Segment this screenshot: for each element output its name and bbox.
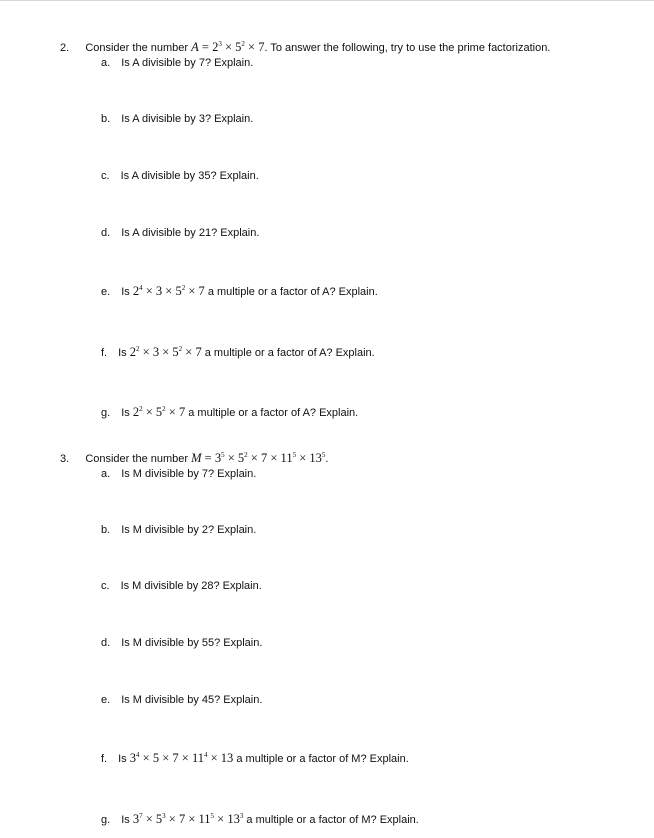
list-item: c. Is A divisible by 35? Explain. — [101, 170, 259, 182]
question-text: Is A divisible by 3? Explain. — [121, 113, 254, 125]
list-item: c. Is M divisible by 28? Explain. — [101, 580, 262, 592]
problem-intro: Consider the number — [85, 453, 189, 465]
problem-intro: Consider the number — [85, 42, 189, 54]
list-item: a. Is A divisible by 7? Explain. — [101, 57, 254, 69]
problem-intro-suffix: . To answer the following, try to use the prime factorization. — [264, 42, 551, 54]
list-item: g. Is $3^7 \times 5^3 \times 7 \times 11^5 \times 13^3$ a multiple or a factor of M? Explain. — [101, 812, 419, 826]
list-item: d. Is M divisible by 55? Explain. — [101, 637, 263, 649]
question-text: Is A divisible by 35? Explain. — [120, 170, 259, 182]
math-expression: $2^2 \times 3 \times 5^2 \times 7$ — [129, 345, 202, 359]
list-item: a. Is M divisible by 7? Explain. — [101, 468, 257, 480]
list-item: e. Is M divisible by 45? Explain. — [101, 694, 263, 706]
question-text: Is M divisible by 55? Explain. — [121, 637, 263, 649]
math-expression: $A = 2^3 \times 5^2 \times 7$ — [191, 40, 265, 54]
math-expression: $3^7 \times 5^3 \times 7 \times 11^5 \times 13^3$ — [132, 812, 244, 826]
math-expression: $M = 3^5 \times 5^2 \times 7 \times 11^5 \times 13^5$ — [191, 451, 326, 465]
math-expression: $2^2 \times 5^2 \times 7$ — [132, 405, 186, 419]
question-text: Is A divisible by 21? Explain. — [121, 227, 260, 239]
question-text: Is M divisible by 28? Explain. — [120, 580, 262, 592]
problem-number: 3. — [60, 453, 70, 465]
page-top-border — [0, 0, 654, 1]
question-text: Is A divisible by 7? Explain. — [121, 57, 254, 69]
list-item: d. Is A divisible by 21? Explain. — [101, 227, 260, 239]
list-item: b. Is A divisible by 3? Explain. — [101, 113, 254, 125]
problem-intro-suffix: . — [325, 453, 329, 465]
problem-2-heading — [60, 41, 550, 55]
list-item: g. Is $2^2 \times 5^2 \times 7$ a multiple or a factor of A? Explain. — [101, 405, 359, 419]
list-item: f. Is $2^2 \times 3 \times 5^2 \times 7$ a multiple or a factor of A? Explain. — [101, 345, 375, 359]
list-item: e. Is $2^4 \times 3 \times 5^2 \times 7$ a multiple or a factor of A? Explain. — [101, 284, 378, 298]
problem-number: 2. — [60, 42, 70, 54]
list-item: b. Is M divisible by 2? Explain. — [101, 524, 257, 536]
question-text: Is M divisible by 7? Explain. — [121, 468, 257, 480]
list-item: f. Is $3^4 \times 5 \times 7 \times 11^4 \times 13$ a multiple or a factor of M? Explain. — [101, 751, 409, 765]
question-text: Is M divisible by 45? Explain. — [121, 694, 263, 706]
math-expression: $2^4 \times 3 \times 5^2 \times 7$ — [132, 284, 205, 298]
question-text: Is M divisible by 2? Explain. — [121, 524, 257, 536]
math-expression: $3^4 \times 5 \times 7 \times 11^4 \times 13$ — [129, 751, 234, 765]
problem-3-heading — [60, 452, 328, 466]
